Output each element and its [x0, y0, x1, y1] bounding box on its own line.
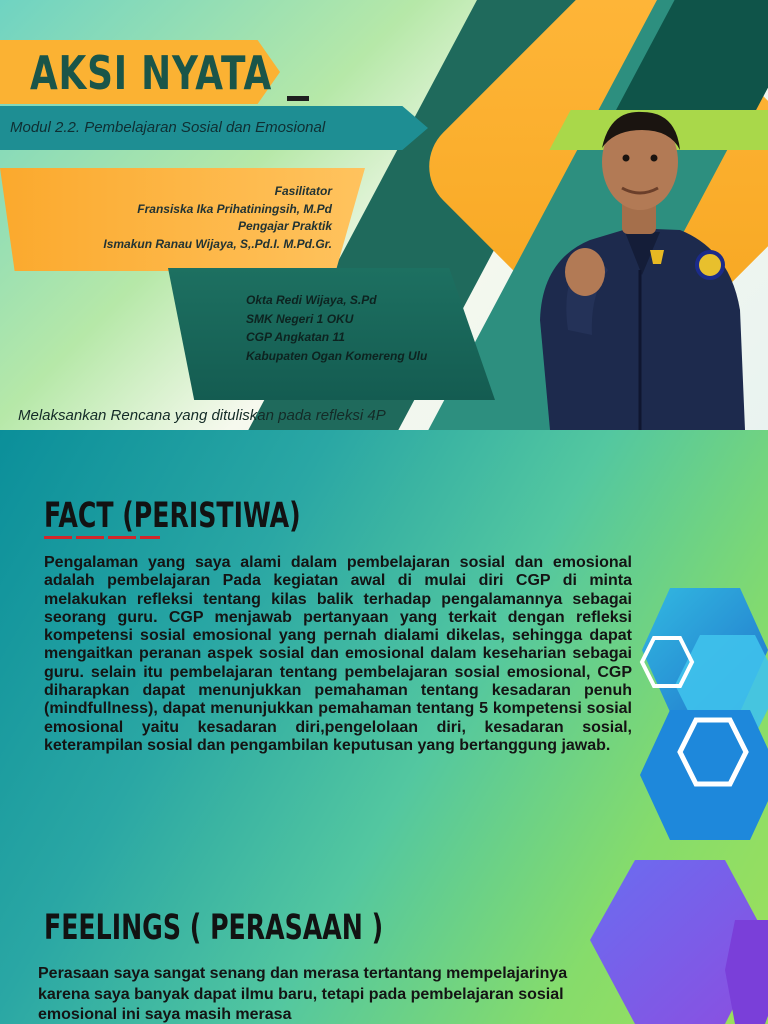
facilitator-name: Fransiska Ika Prihatiningsih, M.Pd [137, 201, 332, 216]
instructor-name: Ismakun Ranau Wijaya, S,.Pd.I. M.Pd.Gr. [103, 236, 332, 251]
hexagon-decor [630, 580, 768, 840]
title-dash [287, 96, 309, 101]
author-photo [530, 100, 750, 430]
cover-banner [0, 0, 768, 430]
fact-heading: FACT (PERISTIWA) [44, 496, 301, 536]
reflection-content [0, 430, 768, 1024]
author-name: Okta Redi Wijaya, S.Pd [246, 293, 377, 307]
author-district: Kabupaten Ogan Komereng Ulu [246, 348, 428, 363]
fact-body: Pengalaman yang saya alami dalam pembelajaran sosial dan emosional adalah pembelajaran Pada kegiatan awal di mulai diri CGP di minta melakukan refleksi tentang kilas balik terhadap pengalamannya sebagai seorang guru. CGP menjawab pertanyaan yang terkait dengan refleksi kompetensi sosial emosional yang pernah dialami dikelas, sehingga dapat mengaitkan peranan aspek sosial dan emosional dalam keseharian sebagai guru. selain itu pembelajaran tentang pembelajaran sosial emosional, CGP diharapkan dapat menunjukkan pemahaman tentang kesadaran penuh (mindfullness), dapat menunjukkan pemahaman tentang 5 kompetensi sosial emosional yaitu kesadaran diri,pengelolaan diri, kesadaran sosial, keterampilan sosial dan pengambilan keputusan yang bertanggung jawab. [44, 554, 632, 754]
banner-note: Melaksankan Rencana yang dituliskan pada refleksi 4P [18, 407, 386, 424]
instructor-role: Pengajar Praktik [237, 219, 332, 233]
hexagon-decor-purple [585, 860, 768, 1024]
author-cohort: CGP Angkatan 11 [246, 330, 345, 344]
feelings-body: Perasaan saya sangat senang dan merasa tertantang mempelajarinya karena saya banyak dapat ilmu baru, tetapi pada pembelajaran sosial emosional ini saya masih merasa [38, 965, 568, 1023]
facilitator-info [2, 183, 332, 253]
feelings-heading: FEELINGS ( PERASAAN ) [44, 908, 384, 948]
module-title: Modul 2.2. Pembelajaran Sosial dan Emosional [10, 119, 326, 136]
fact-heading-underline [44, 536, 160, 539]
author-info [246, 291, 427, 365]
author-school: SMK Negeri 1 OKU [246, 311, 354, 326]
facilitator-role: Fasilitator [274, 184, 332, 198]
page-title: AKSI NYATA [30, 46, 273, 100]
